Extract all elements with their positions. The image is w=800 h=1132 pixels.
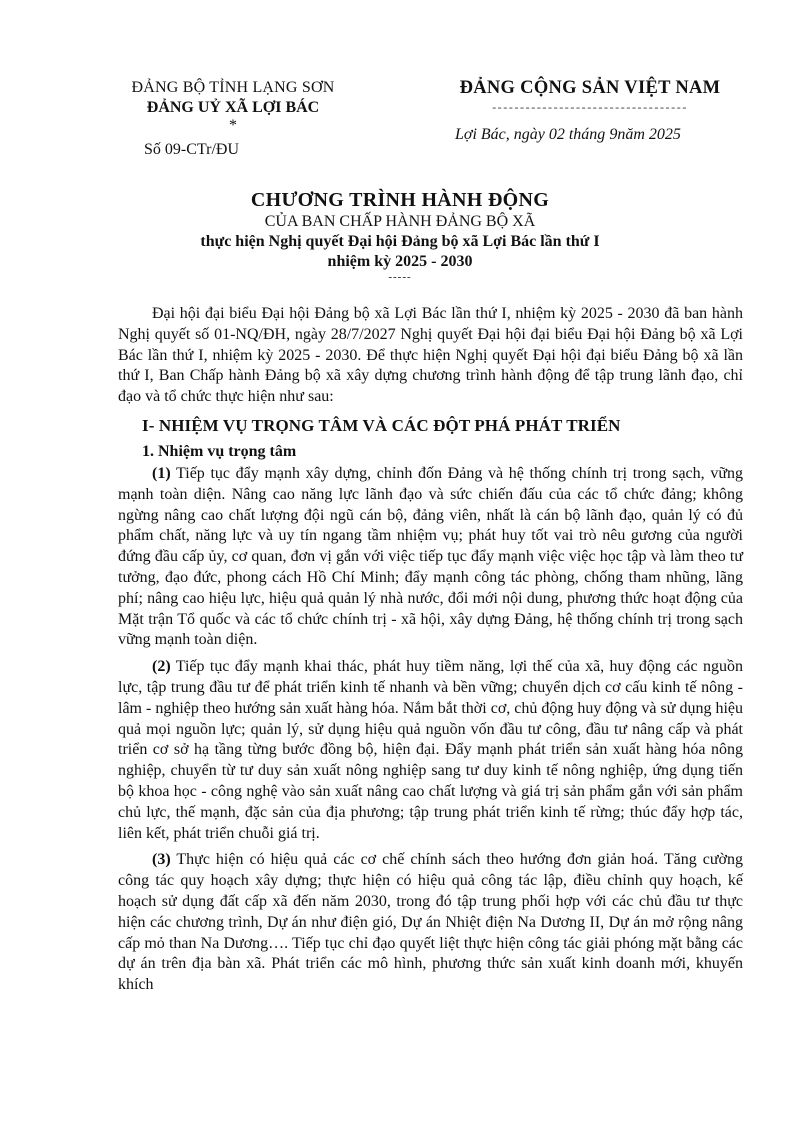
task-text: Tiếp tục đẩy mạnh xây dựng, chỉnh đốn Đảng và hệ thống chính trị trong sạch, vững mạnh toàn diện. Nâng cao năng lực lãnh đạo và sức chiến đấu của các tổ chức đảng; không ngừng nâng cao chất lượng đội ngũ cán bộ, đảng viên, nhất là cán bộ lãnh đạo, quản lý có đủ phẩm chất, năng lực và uy tín ngang tầm nhiệm vụ; phát huy tốt vai trò nêu gương của người đứng đầu cấp ủy, cơ quan, đơn vị gắn với việc tiếp tục đẩy mạnh việc việc học tập và làm theo tư tưởng, đạo đức, phong cách Hồ Chí Minh; đẩy mạnh công tác phòng, chống tham nhũng, lãng phí; nâng cao hiệu lực, hiệu quả quản lý nhà nước, đổi mới nội dung, phương thức hoạt động của Mặt trận Tổ quốc và các tổ chức chính trị - xã hội, xây dựng Đảng, hệ thống chính trị trong sạch vững mạnh toàn diện. bbox=[118, 464, 743, 649]
task-marker: (2) bbox=[152, 658, 171, 676]
title-line-1: CHƯƠNG TRÌNH HÀNH ĐỘNG bbox=[250, 189, 550, 211]
star-separator: * bbox=[229, 117, 237, 134]
party-underline: ----------------------------------- bbox=[492, 102, 688, 112]
task-text: Thực hiện có hiệu quả các cơ chế chính sách theo hướng đơn giản hoá. Tăng cường công tác quy hoạch xây dựng; thực hiện có hiệu quả công tác lập, điều chỉnh quy hoạch, kế hoạch sử dụng đất cấp xã đến năm 2030, trong đó tập trung phối hợp với các chủ đầu tư thực hiện các chương trình, Dự án như điện gió, Dự án Nhiệt điện Na Dương II, Dự án mở rộng nâng cấp mỏ than Na Dương…. Tiếp tục chỉ đạo quyết liệt thực hiện công tác giải phóng mặt bằng các dự án trên địa bàn xã. Phát triển các mô hình, phương thức sản xuất kinh doanh mới, khuyến khích bbox=[118, 851, 743, 994]
title-line-2: CỦA BAN CHẤP HÀNH ĐẢNG BỘ XÃ bbox=[264, 213, 536, 230]
document-title bbox=[100, 188, 700, 282]
task-text: Tiếp tục đẩy mạnh khai thác, phát huy tiềm năng, lợi thế của xã, huy động các nguồn lực, tập trung đầu tư để phát triển kinh tế nhanh và bền vững; chuyển dịch cơ cấu kinh tế nông - lâm - nghiệp theo hướng sản xuất hàng hóa. Nắm bắt thời cơ, chủ động huy động và sử dụng hiệu quả mọi nguồn lực; quản lý, sử dụng hiệu quả nguồn vốn đầu tư công, đầu tư nâng cấp và phát triển cơ sở hạ tầng từng bước đồng bộ, hiện đại. Đẩy mạnh phát triển sản xuất hàng hóa nông nghiệp, chuyển từ tư duy sản xuất nông nghiệp sang tư duy kinh tế nông nghiệp, ứng dụng tiến bộ khoa học - công nghệ vào sản xuất nâng cao chất lượng và giá trị sản phẩm gắn với sản phẩm chủ lực, thế mạnh, đặc sản của địa phương; tập trung phát triển kinh tế rừng; thúc đẩy hợp tác, liên kết, phát triển chuỗi giá trị. bbox=[118, 658, 743, 842]
document-body bbox=[118, 304, 743, 996]
document-date bbox=[440, 126, 740, 144]
provincial-party-committee: ĐẢNG BỘ TỈNH LẠNG SƠN bbox=[131, 79, 335, 96]
task-item-1 bbox=[118, 464, 743, 651]
issuing-authority-block bbox=[108, 78, 358, 160]
task-item-2 bbox=[118, 657, 743, 844]
section-heading: I- NHIỆM VỤ TRỌNG TÂM VÀ CÁC ĐỘT PHÁ PHÁT TRIỂN bbox=[142, 415, 621, 435]
task-item-3 bbox=[118, 850, 743, 996]
date-place: Lợi Bác, ngày bbox=[455, 126, 545, 143]
task-marker: (1) bbox=[152, 464, 171, 482]
date-year: năm 2025 bbox=[617, 126, 681, 143]
date-month-label: tháng bbox=[568, 126, 606, 143]
party-name: ĐẢNG CỘNG SẢN VIỆT NAM bbox=[459, 78, 721, 98]
date-day: 02 bbox=[548, 126, 565, 143]
task-marker: (3) bbox=[152, 851, 171, 869]
title-line-4: nhiệm kỳ 2025 - 2030 bbox=[327, 253, 473, 270]
title-separator: ----- bbox=[388, 271, 412, 283]
commune-party-committee: ĐẢNG UỶ XÃ LỢI BÁC bbox=[146, 99, 320, 116]
intro-paragraph: Đại hội đại biểu Đại hội Đảng bộ xã Lợi Bác lần thứ I, nhiệm kỳ 2025 - 2030 đã ban hành Nghị quyết số 01-NQ/ĐH, ngày 28/7/2027 Nghị quyết Đại hội đại biểu Đại hội Đảng bộ xã Lợi Bác lần thứ I, nhiệm kỳ 2025 - 2030. Để thực hiện Nghị quyết Đại hội đại biểu Đảng bộ xã lần thứ I, Ban Chấp hành Đảng bộ xã xây dựng chương trình hành động để tập trung lãnh đạo, chỉ đạo và tổ chức thực hiện như sau: bbox=[118, 305, 743, 406]
document-number: Số 09-CTr/ĐU bbox=[144, 141, 239, 158]
subsection-heading: 1. Nhiệm vụ trọng tâm bbox=[142, 442, 297, 460]
date-month: 9 bbox=[609, 126, 618, 143]
title-line-3: thực hiện Nghị quyết Đại hội Đảng bộ xã Lợi Bác lần thứ I bbox=[200, 233, 600, 250]
party-header-block bbox=[440, 76, 740, 144]
